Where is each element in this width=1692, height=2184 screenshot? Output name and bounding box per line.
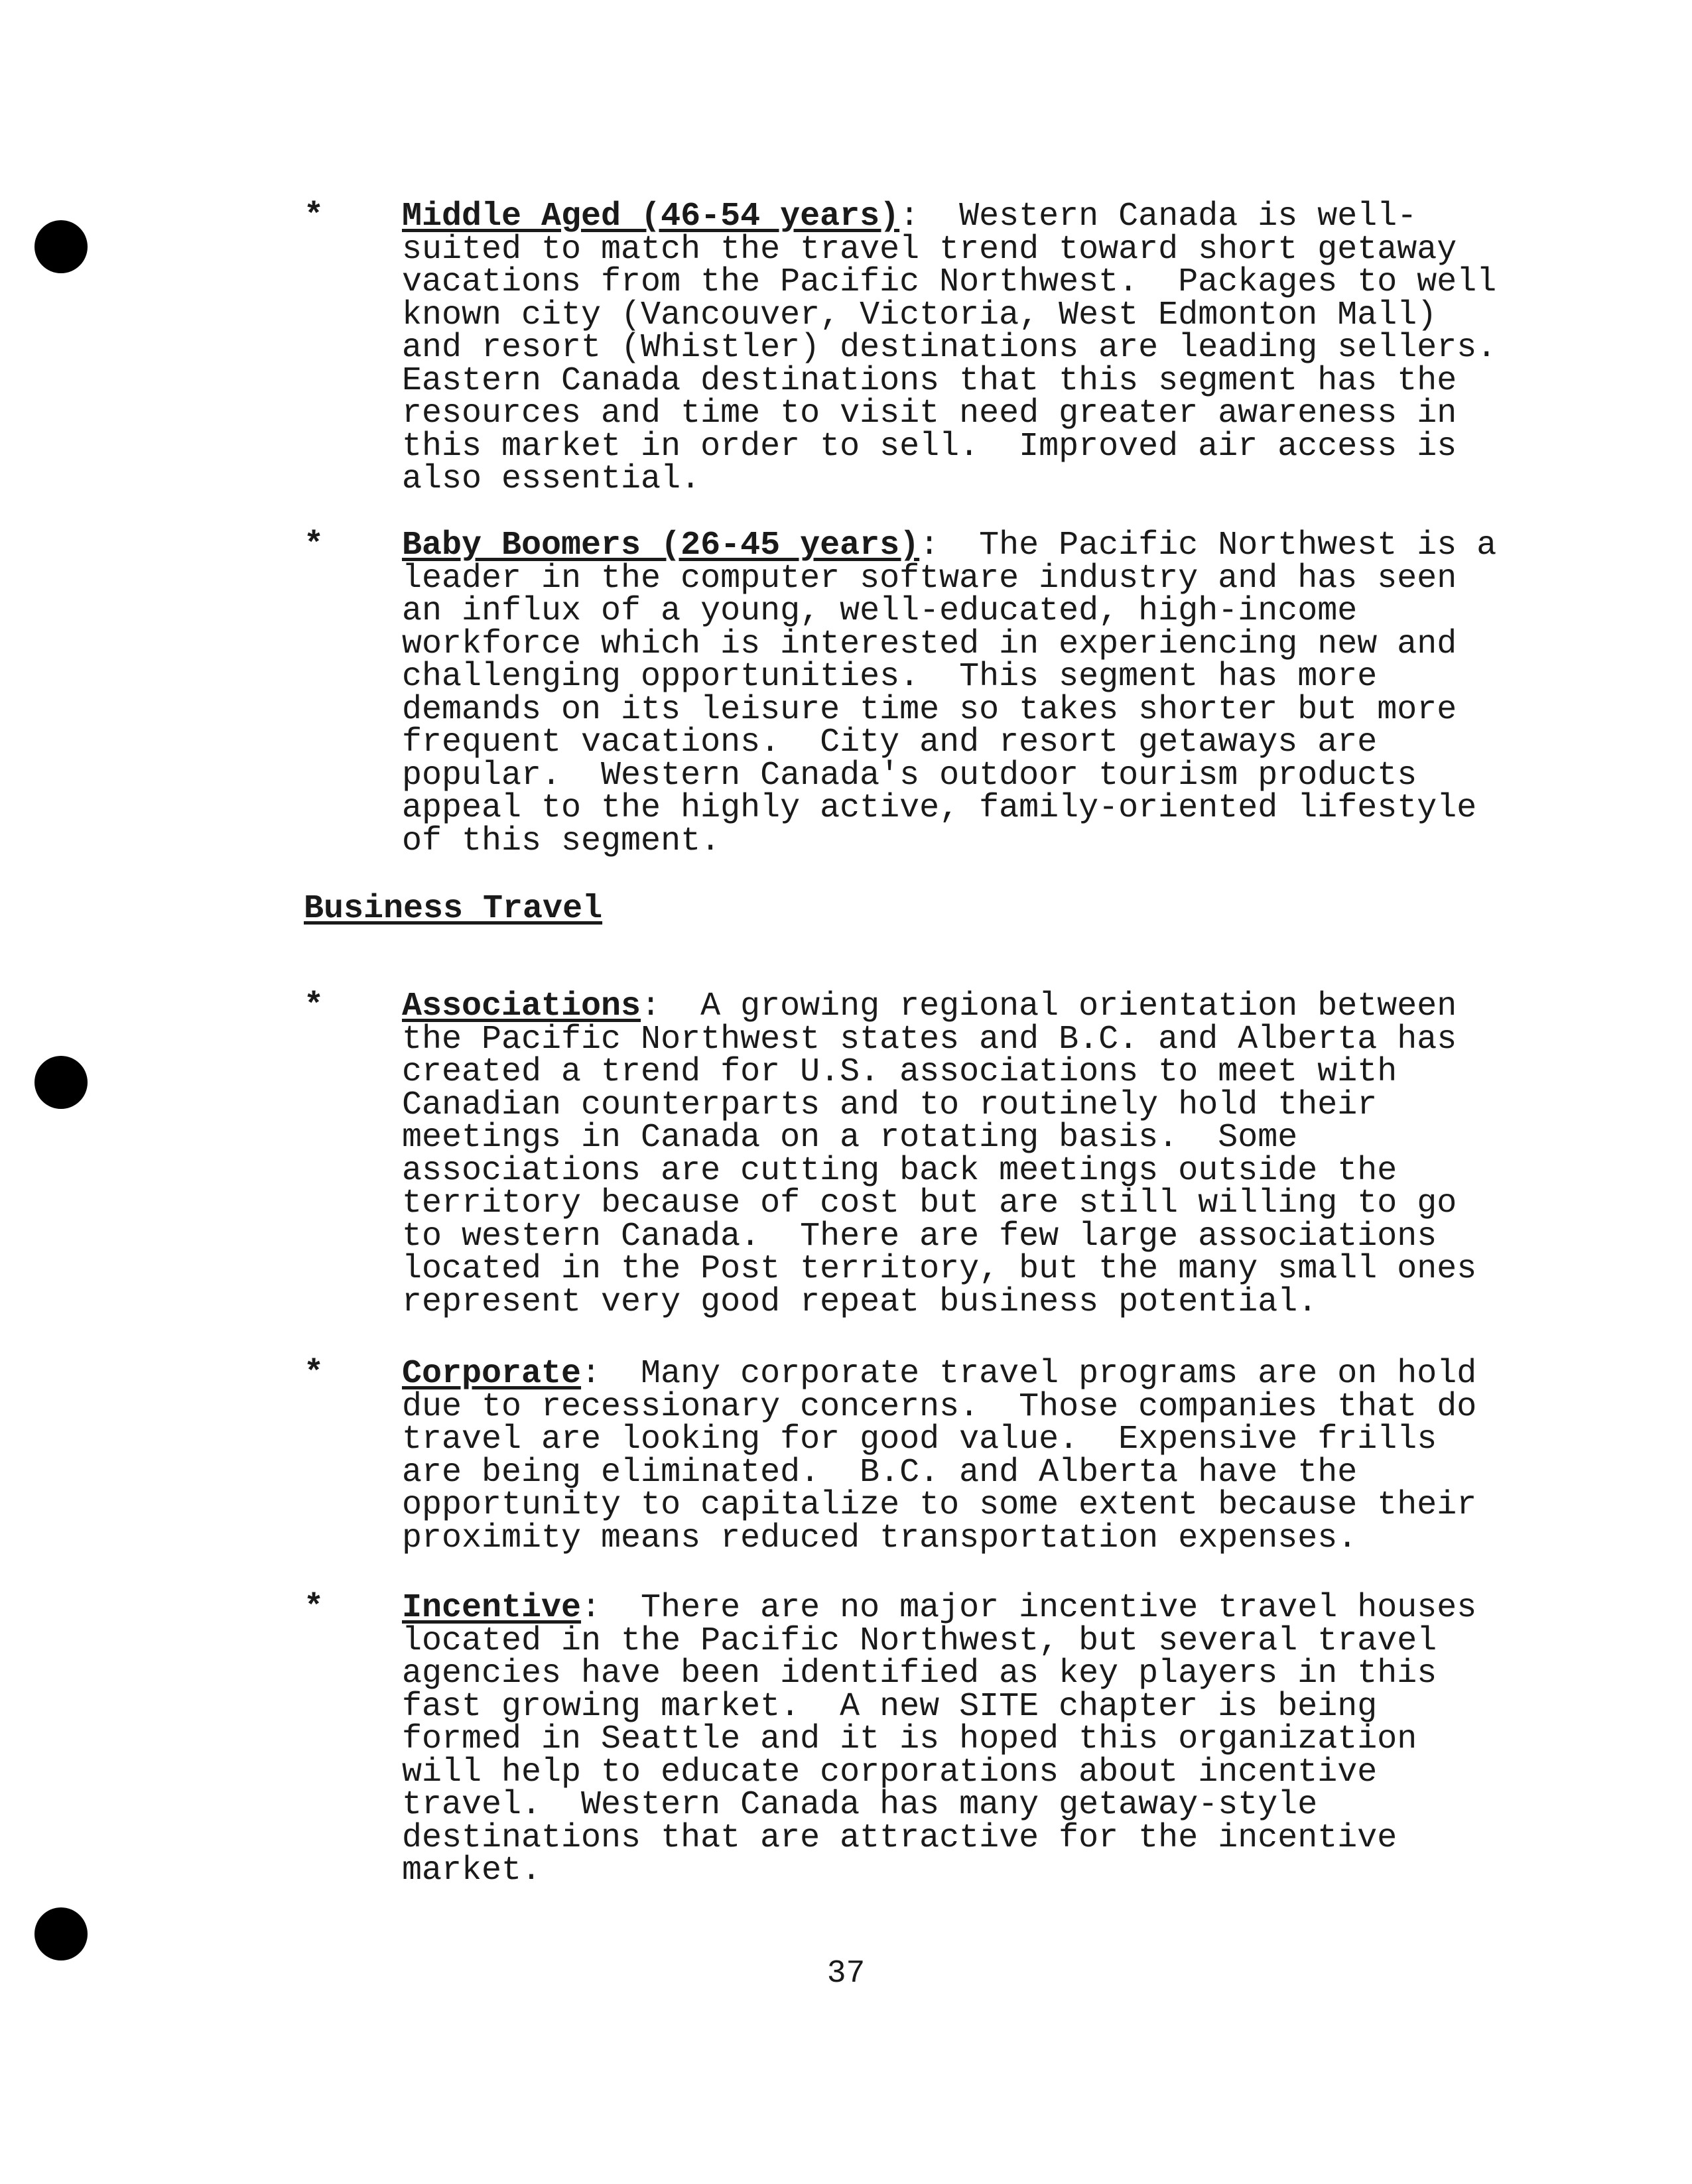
binder-hole bbox=[34, 1056, 88, 1109]
item-body: : The Pacific Northwest is a leader in the computer software industry and has seen an influx of a young, well-educated, high-income workforce which is interested in experiencing new and challenging opportunities. This segment has more demands on its leisure time so takes shorter but more frequent vacations. City and resort getaways are popular. Western Canada's outdoor tourism products appeal to the highly active, family-oriented lifestyle of this segment. bbox=[402, 527, 1497, 860]
bullet-asterisk: * bbox=[304, 527, 324, 564]
bullet-text bbox=[402, 200, 1642, 496]
item-lead: Associations bbox=[402, 988, 641, 1025]
item-lead: Corporate bbox=[402, 1355, 582, 1393]
page-number: 37 bbox=[826, 1956, 866, 1992]
item-lead: Incentive bbox=[402, 1589, 582, 1627]
item-body: : Many corporate travel programs are on hold due to recessionary concerns. Those companies that do travel are looking for good value. Expensive frills are being eliminated. B.C. and Alberta have the opportunity to capitalize to some extent because their proximity means reduced transportation expenses. bbox=[402, 1355, 1477, 1557]
section-heading: Business Travel bbox=[304, 890, 603, 928]
bullet-asterisk: * bbox=[304, 988, 324, 1025]
bullet-asterisk: * bbox=[304, 1589, 324, 1627]
item-body: : Western Canada is well- suited to match the travel trend toward short getaway vacations from the Pacific Northwest. Packages to well known city (Vancouver, Victoria, West Edmonton Mall) and resort (Whistler) destinations are leading sellers. Eastern Canada destinations that this segment has the resources and time to visit need greater awareness in this market in order to sell. Improved air access is also essential. bbox=[402, 198, 1497, 498]
bullet-text bbox=[402, 1355, 1642, 1557]
binder-hole bbox=[34, 220, 88, 273]
binder-hole bbox=[34, 1907, 88, 1960]
item-body: : There are no major incentive travel houses located in the Pacific Northwest, but several travel agencies have been identified as key players in this fast growing market. A new SITE chapter is being formed in Seattle and it is hoped this organization will help to educate corporations about incentive travel. Western Canada has many getaway-style destinations that are attractive for the incentive market. bbox=[402, 1589, 1477, 1890]
bullet-asterisk: * bbox=[304, 198, 324, 235]
item-body: : A growing regional orientation between the Pacific Northwest states and B.C. and Alberta has created a trend for U.S. associations to meet with Canadian counterparts and to routinely hold their meetings in Canada on a rotating basis. Some associations are cutting back meetings outside the territory because of cost but are still willing to go to western Canada. There are few large associations located in the Post territory, but the many small ones represent very good repeat business potential. bbox=[402, 988, 1477, 1321]
bullet-text bbox=[402, 529, 1642, 858]
bullet-text bbox=[402, 988, 1642, 1321]
item-lead: Baby Boomers (26-45 years) bbox=[402, 527, 920, 564]
bullet-asterisk: * bbox=[304, 1355, 324, 1393]
item-lead: Middle Aged (46-54 years) bbox=[402, 198, 900, 235]
bullet-text bbox=[402, 1589, 1642, 1890]
